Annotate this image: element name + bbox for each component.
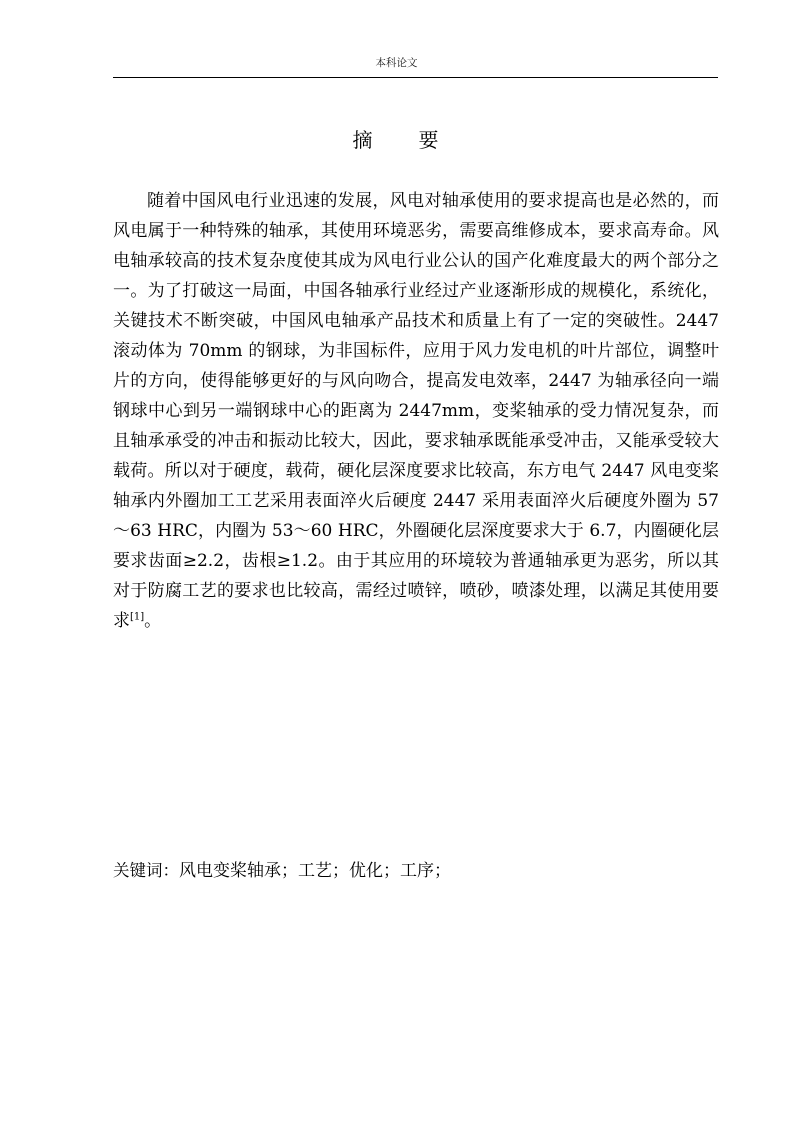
abstract-title — [0, 126, 793, 154]
running-header: 本科论文 — [375, 57, 418, 69]
citation-reference: [1] — [130, 611, 145, 623]
keywords-line — [113, 857, 719, 885]
abstract-body-text: 随着中国风电行业迅速的发展，风电对轴承使用的要求提高也是必然的，而风电属于一种特殊的轴承，其使用环境恶劣，需要高维修成本，要求高寿命。风电轴承较高的技术复杂度使其成为风电行业公认的国产化难度最大的两个部分之一。为了打破这一局面，中国各轴承行业经过产业逐渐形成的规模化，系统化，关键技术不断突破，中国风电轴承产品技术和质量上有了一定的突破性。2447 滚动体为 70mm 的钢球，为非国标件，应用于风力发电机的叶片部位，调整叶片的方向，使得能够更好的与风向吻合，提高发电效率，2447 为轴承径向一端钢球中心到另一端钢球中心的距离为 2447mm，变桨轴承的受力情况复杂，而且轴承承受的冲击和振动比较大，因此，要求轴承既能承受冲击，又能承受较大载荷。所以对于硬度，载荷，硬化层深度要求比较高，东方电气 2447 风电变桨轴承内外圈加工工艺采用表面淬火后硬度 2447 采用表面淬火后硬度外圈为 57～63 HRC，内圈为 53～60 HRC，外圈硬化层深度要求大于 6.7，内圈硬化层要求齿面≥2.2，齿根≥1.2。由于其应用的环境较为普通轴承更为恶劣，所以其对于防腐工艺的要求也比较高，需经过喷锌，喷砂，喷漆处理，以满足其使用要求 — [113, 191, 719, 631]
keywords-label: 关键词： — [113, 861, 179, 880]
abstract-title-char-2: 要 — [418, 128, 441, 152]
abstract-title-char-1: 摘 — [352, 128, 375, 152]
keywords-value: 风电变桨轴承；工艺；优化；工序； — [179, 861, 451, 881]
abstract-end-punctuation: 。 — [144, 611, 162, 631]
abstract-paragraph — [113, 186, 719, 636]
header-divider — [113, 77, 718, 78]
